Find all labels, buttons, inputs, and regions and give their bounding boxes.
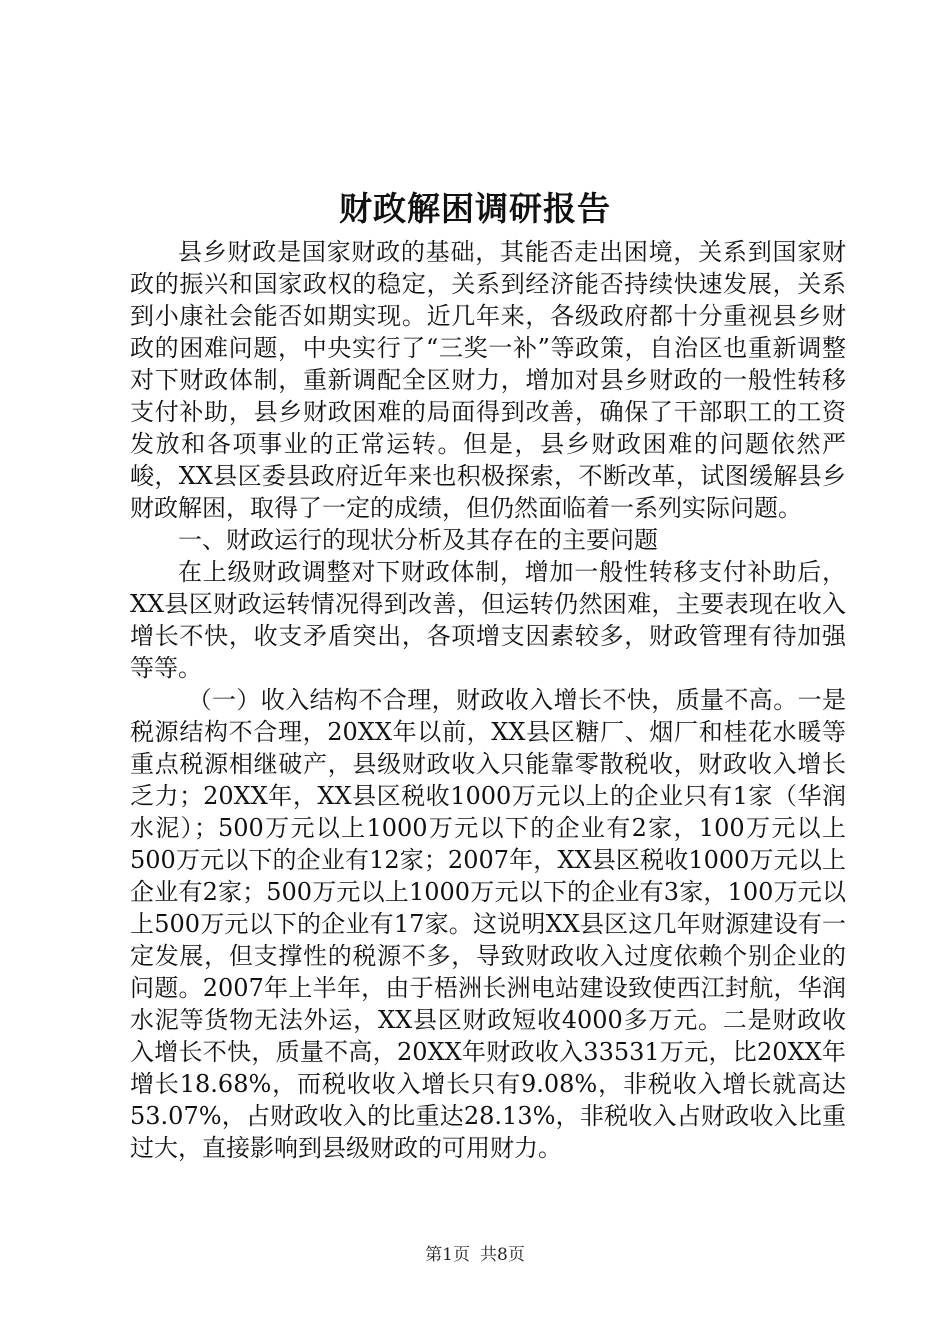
- paragraph-intro: 县乡财政是国家财政的基础，其能否走出困境，关系到国家财政的振兴和国家政权的稳定，关系到经济能否持续快速发展，关系到小康社会能否如期实现。近几年来，各级政府都十分重视县乡财政的困难问题，中央实行了“三奖一补”等政策，自治区也重新调整对下财政体制，重新调配全区财力，增加对县乡财政的一般性转移支付补助，县乡财政困难的局面得到改善，确保了干部职工的工资发放和各项事业的正常运转。但是，县乡财政困难的问题依然严峻，XX县区委县政府近年来也积极探索，不断改革，试图缓解县乡财政解困，取得了一定的成绩，但仍然面临着一系列实际问题。: [130, 238, 846, 522]
- paragraph-revenue-structure: （一）收入结构不合理，财政收入增长不快，质量不高。一是税源结构不合理，20XX年以前，XX县区糖厂、烟厂和桂花水暖等重点税源相继破产，县级财政收入只能靠零散税收，财政收入增长乏力；20XX年，XX县区税收1000万元以上的企业只有1家（华润水泥）；500万元以上1000万元以下的企业有2家，100万元以上500万元以下的企业有12家；2007年，XX县区税收1000万元以上企业有2家；500万元以上1000万元以下的企业有3家，100万元以上500万元以下的企业有17家。这说明XX县区这几年财源建设有一定发展，但支撑性的税源不多，导致财政收入过度依赖个别企业的问题。2007年上半年，由于梧洲长洲电站建设致使西江封航，华润水泥等货物无法外运，XX县区财政短收4000多万元。二是财政收入增长不快，质量不高，20XX年财政收入33531万元，比20XX年增长18.68%，而税收收入增长只有9.08%，非税收入增长就高达53.07%，占财政收入的比重达28.13%，非税收入占财政收入比重过大，直接影响到县级财政的可用财力。: [130, 686, 846, 1162]
- page-number: 第1页: [425, 1245, 470, 1265]
- document-body: [130, 236, 846, 1164]
- document-title: 财政解困调研报告: [339, 189, 611, 228]
- page-footer: [0, 1243, 950, 1267]
- paragraph-overview: 在上级财政调整对下财政体制，增加一般性转移支付补助后，XX县区财政运转情况得到改善，但运转仍然困难，主要表现在收入增长不快，收支矛盾突出，各项增支因素较多，财政管理有待加强等等。: [130, 558, 846, 682]
- section-heading: 一、财政运行的现状分析及其存在的主要问题: [178, 526, 658, 554]
- page-total: 共8页: [480, 1245, 525, 1265]
